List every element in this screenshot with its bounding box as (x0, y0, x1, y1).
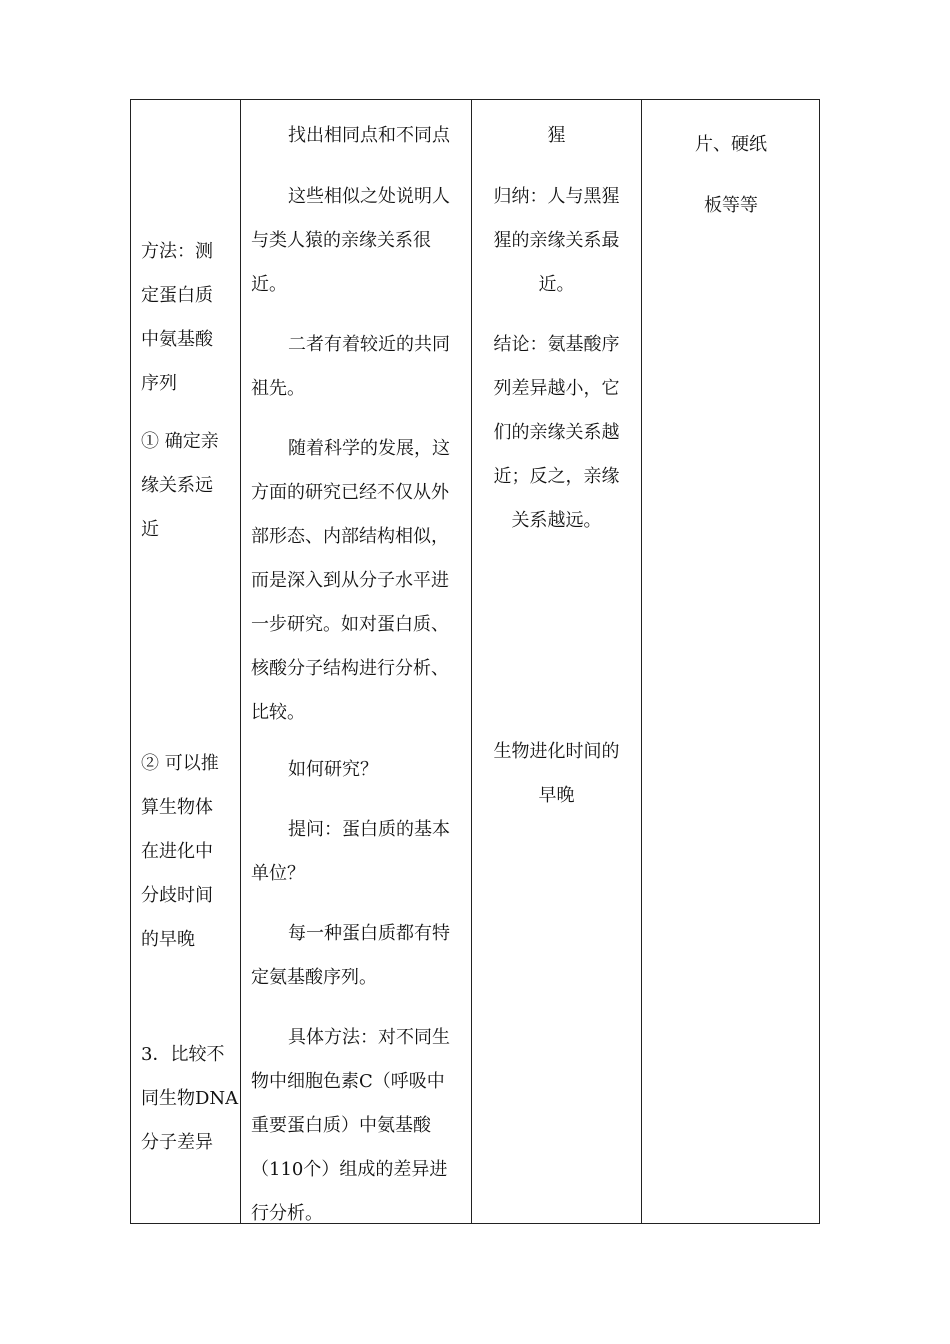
paragraph: 提问：蛋白质的基本 单位？ (251, 819, 450, 884)
method-text: 方法：测 定蛋白质 中氨基酸 序列 (141, 241, 213, 394)
paragraph: 猩 (547, 125, 566, 146)
column-materials (642, 100, 820, 1223)
paragraph: 片、硬纸 板等等 (695, 134, 767, 216)
point-2-text: ② 可以推 算生物体 在进化中 分歧时间 的早晚 (141, 753, 219, 950)
paragraph: 找出相同点和不同点 (288, 125, 450, 146)
lesson-table (130, 99, 820, 1224)
paragraph: 如何研究？ (288, 759, 378, 780)
paragraph: 生物进化时间的 早晚 (493, 741, 620, 806)
point-3-text: 3．比较不 同生物DNA 分子差异 (141, 1044, 239, 1153)
paragraph: 这些相似之处说明人 与类人猿的亲缘关系很 近。 (251, 186, 450, 295)
paragraph: 归纳：人与黑猩 猩的亲缘关系最 近。 (493, 186, 620, 295)
paragraph: 结论：氨基酸序 列差异越小，它 们的亲缘关系越 近；反之，亲缘 关系越远。 (493, 334, 620, 531)
paragraph: 每一种蛋白质都有特 定氨基酸序列。 (251, 923, 450, 988)
point-1-text: ① 确定亲 缘关系远 近 (141, 431, 219, 540)
column-content-points (131, 100, 240, 1223)
paragraph: 二者有着较近的共同 祖先。 (251, 334, 450, 399)
column-teacher-activity (241, 100, 471, 1223)
column-student-activity (472, 100, 641, 1223)
paragraph: 随着科学的发展，这 方面的研究已经不仅从外 部形态、内部结构相似， 而是深入到从分子水平进 一步研究。如对蛋白质、 核酸分子结构进行分析、 比较。 (251, 438, 450, 723)
paragraph: 具体方法：对不同生 物中细胞色素C（呼吸中 重要蛋白质）中氨基酸 （110个）组成的差异进 行分析。 (251, 1027, 450, 1224)
